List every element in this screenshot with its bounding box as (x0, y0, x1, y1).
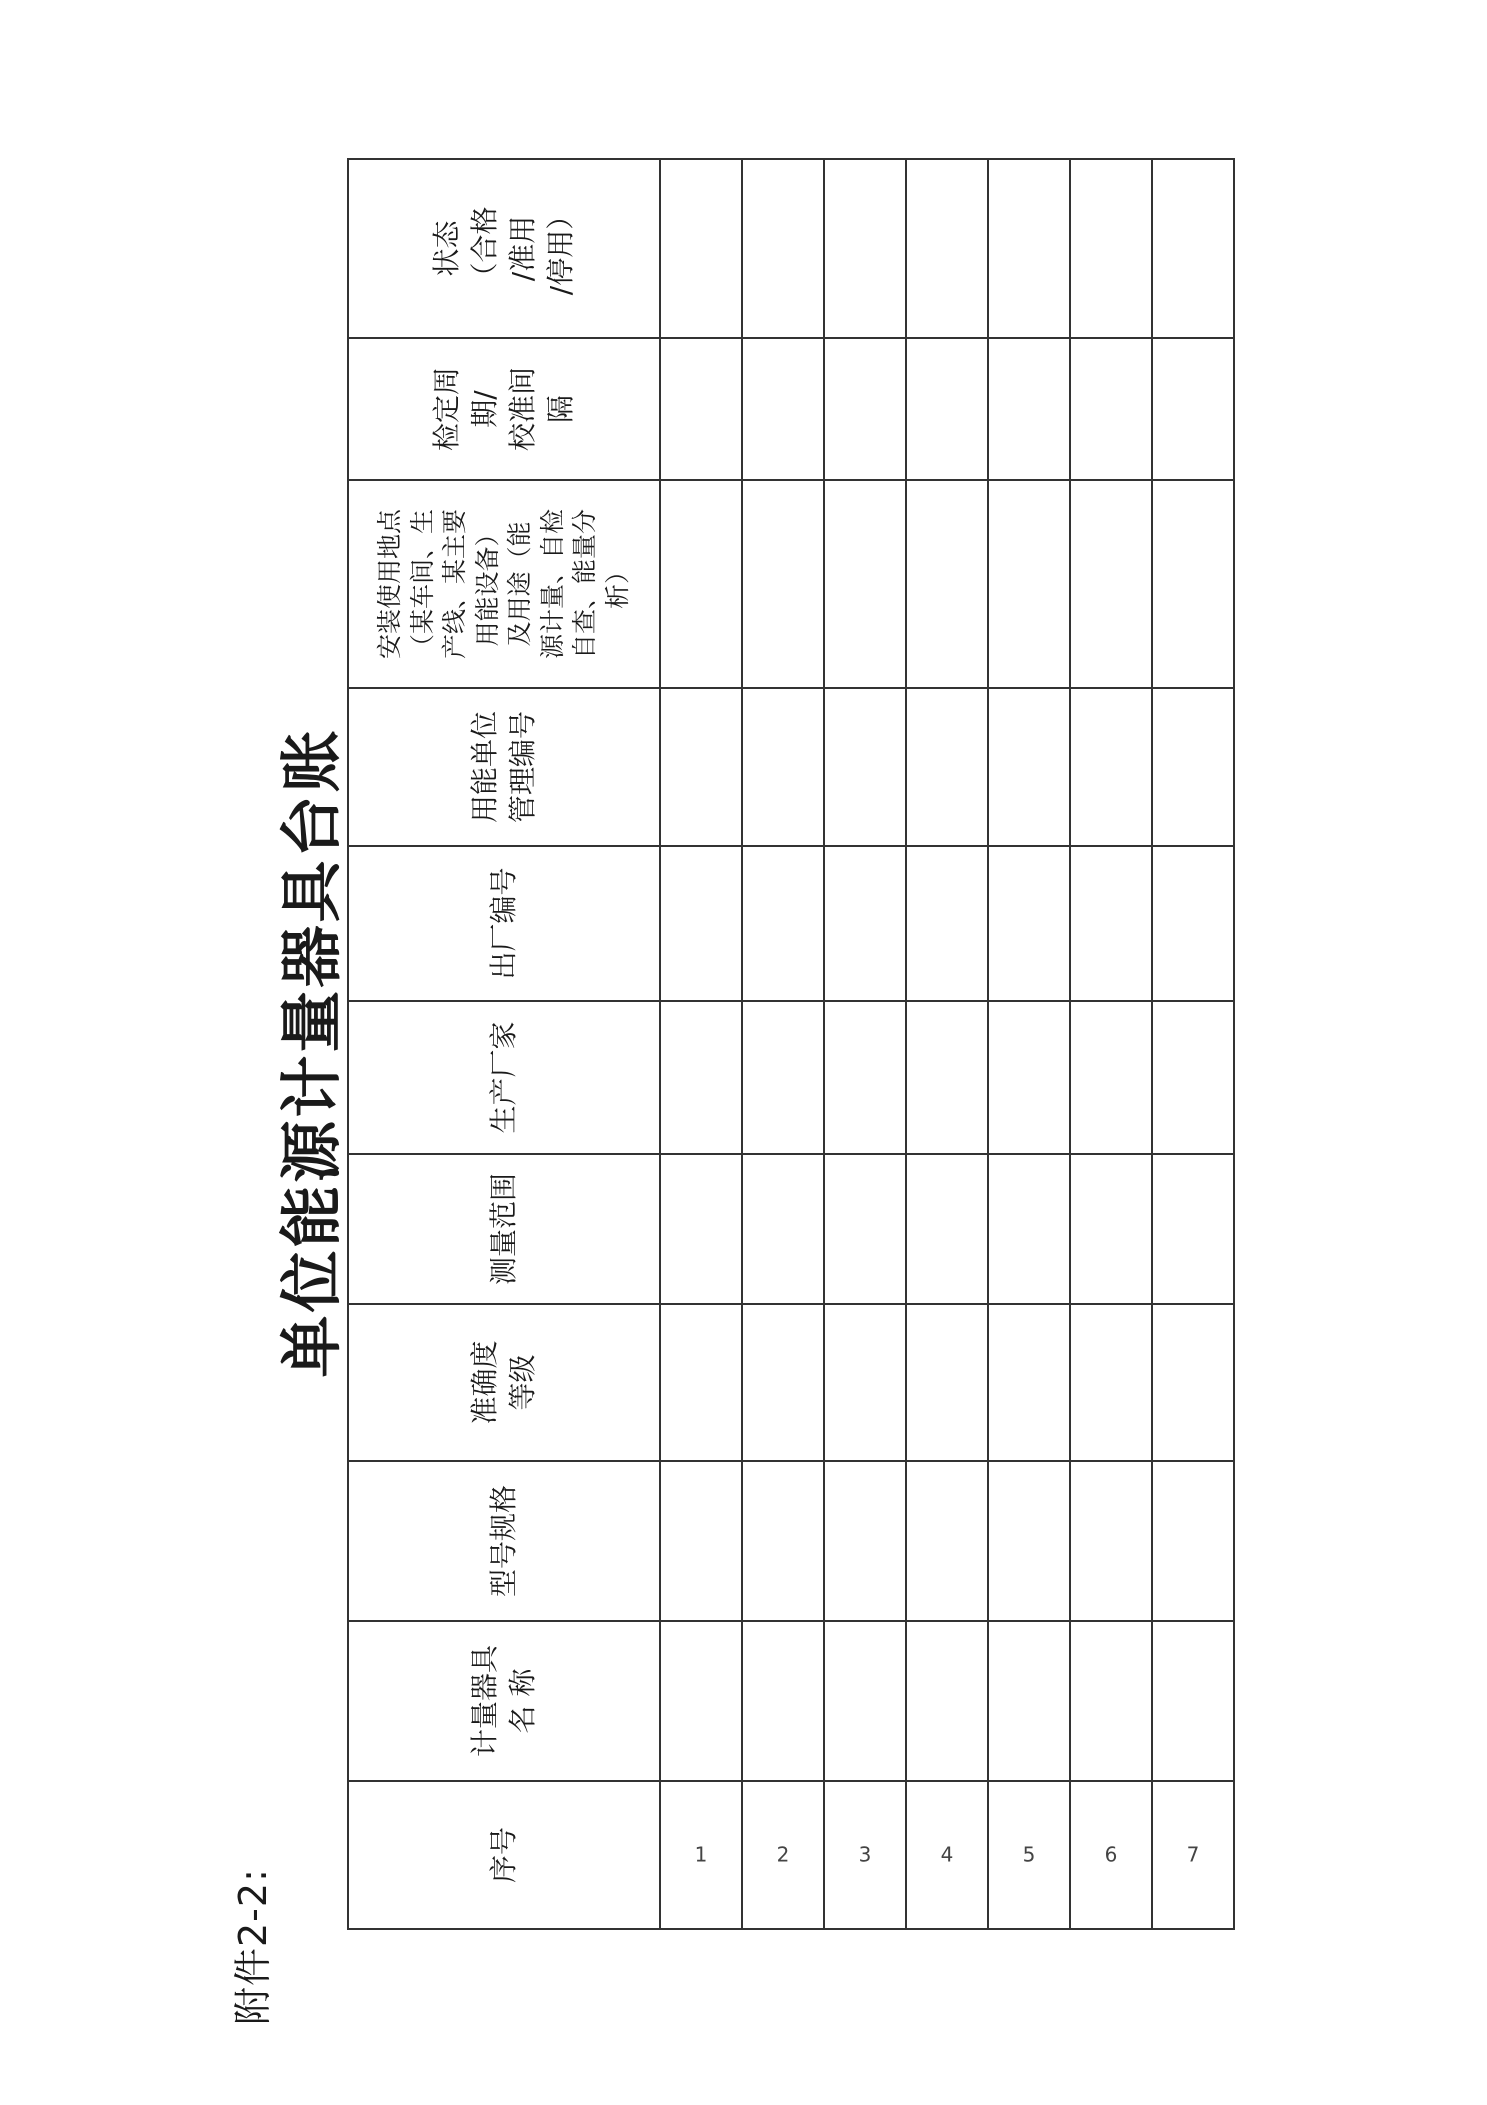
table-cell (824, 1001, 906, 1154)
header-status: 状态 （合格 /准用 /停用） (348, 159, 660, 338)
row-serial-cell (660, 1781, 742, 1929)
table-cell (906, 480, 988, 688)
table-cell (1070, 480, 1152, 688)
table-cell (660, 159, 742, 338)
row-serial-number: 2 (776, 1843, 790, 1868)
table-cell (988, 480, 1070, 688)
table-cell (906, 159, 988, 338)
table-cell (1152, 846, 1234, 1001)
table-cell (660, 338, 742, 480)
header-location-purpose: 安装使用地点 （某车间、生 产线、某主要 用能设备） 及用途（能 源计量、自检 自查、能量分 析） (348, 480, 660, 688)
table-cell (988, 159, 1070, 338)
header-management-number: 用能单位 管理编号 (348, 688, 660, 846)
ledger-table (347, 158, 1235, 1930)
row-serial-cell (906, 1781, 988, 1929)
table-cell (988, 1001, 1070, 1154)
header-factory-number: 出厂编号 (348, 846, 660, 1001)
table-cell (824, 159, 906, 338)
row-serial-number: 4 (940, 1843, 954, 1868)
table-cell (742, 1621, 824, 1781)
page-title: 单位能源计量器具台账 (275, 727, 348, 1378)
table-cell (660, 1621, 742, 1781)
table-cell (824, 1154, 906, 1304)
table-cell (824, 846, 906, 1001)
table-row (824, 159, 906, 1929)
header-model-spec: 型号规格 (348, 1461, 660, 1621)
table-cell (1070, 1304, 1152, 1461)
table-cell (824, 688, 906, 846)
table-cell (660, 688, 742, 846)
table-cell (988, 1154, 1070, 1304)
table-cell (742, 1001, 824, 1154)
table-cell (1152, 338, 1234, 480)
table-row (660, 159, 742, 1929)
row-serial-number: 1 (694, 1843, 708, 1868)
table-row (1070, 159, 1152, 1929)
table-cell (906, 1461, 988, 1621)
table-cell (1070, 1461, 1152, 1621)
table-cell (742, 1154, 824, 1304)
table-cell (660, 846, 742, 1001)
table-cell (824, 480, 906, 688)
table-row (742, 159, 824, 1929)
table-cell (906, 1154, 988, 1304)
table-cell (660, 1461, 742, 1621)
table-cell (1070, 846, 1152, 1001)
table-row (906, 159, 988, 1929)
table-cell (742, 1461, 824, 1621)
table-cell (1070, 338, 1152, 480)
table-cell (824, 1304, 906, 1461)
row-serial-cell (1070, 1781, 1152, 1929)
table-cell (1152, 1001, 1234, 1154)
table-cell (906, 1304, 988, 1461)
table-cell (660, 1304, 742, 1461)
annex-label: 附件2-2: (231, 1868, 275, 2025)
table-cell (1070, 688, 1152, 846)
table-cell (988, 1461, 1070, 1621)
table-cell (988, 846, 1070, 1001)
table-cell (906, 338, 988, 480)
table-cell (988, 1621, 1070, 1781)
table-cell (906, 1001, 988, 1154)
table-row (988, 159, 1070, 1929)
header-measurement-range: 测量范围 (348, 1154, 660, 1304)
row-serial-number: 7 (1186, 1843, 1200, 1868)
table-cell (1152, 1154, 1234, 1304)
header-calibration-period: 检定周 期/ 校准间 隔 (348, 338, 660, 480)
table-cell (906, 846, 988, 1001)
header-accuracy-class: 准确度 等级 (348, 1304, 660, 1461)
table-cell (988, 688, 1070, 846)
table-cell (742, 846, 824, 1001)
table-cell (742, 480, 824, 688)
table-cell (824, 1461, 906, 1621)
table-cell (1070, 1154, 1152, 1304)
table-cell (1152, 480, 1234, 688)
table-cell (1152, 1304, 1234, 1461)
table-cell (1070, 1621, 1152, 1781)
table-cell (660, 1154, 742, 1304)
table-cell (660, 480, 742, 688)
table-cell (742, 338, 824, 480)
header-row (348, 159, 660, 1929)
table-cell (660, 1001, 742, 1154)
table-cell (824, 1621, 906, 1781)
table-cell (742, 1304, 824, 1461)
table-cell (742, 688, 824, 846)
table-cell (1152, 688, 1234, 846)
table-cell (1152, 1461, 1234, 1621)
ledger-body (660, 159, 1234, 1929)
table-cell (824, 338, 906, 480)
table-cell (906, 1621, 988, 1781)
header-serial-no: 序号 (348, 1781, 660, 1929)
table-cell (988, 338, 1070, 480)
row-serial-cell (988, 1781, 1070, 1929)
table-cell (1070, 159, 1152, 338)
table-cell (1070, 1001, 1152, 1154)
row-serial-cell (1152, 1781, 1234, 1929)
row-serial-number: 6 (1104, 1843, 1118, 1868)
table-cell (906, 688, 988, 846)
row-serial-number: 5 (1022, 1843, 1036, 1868)
table-row (1152, 159, 1234, 1929)
row-serial-cell (742, 1781, 824, 1929)
table-cell (1152, 1621, 1234, 1781)
header-instrument-name: 计量器具 名 称 (348, 1621, 660, 1781)
table-cell (742, 159, 824, 338)
row-serial-number: 3 (858, 1843, 872, 1868)
row-serial-cell (824, 1781, 906, 1929)
header-manufacturer: 生产厂家 (348, 1001, 660, 1154)
table-cell (1152, 159, 1234, 338)
table-cell (988, 1304, 1070, 1461)
